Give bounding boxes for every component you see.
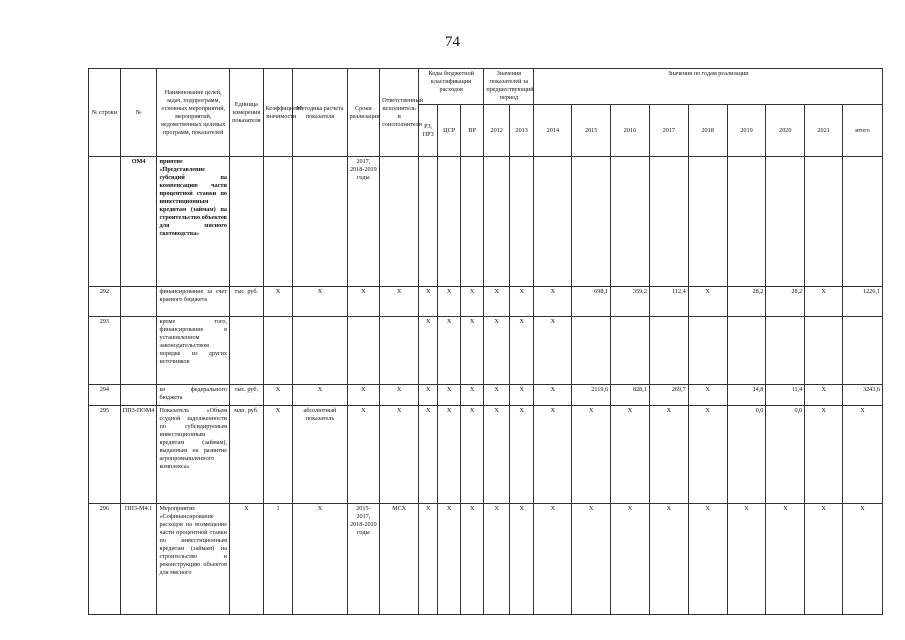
cell-total: 1226,1 xyxy=(843,287,883,317)
cell-resp xyxy=(380,157,419,287)
cell-csr: X xyxy=(438,287,460,317)
cell-total: 3243,6 xyxy=(843,385,883,406)
cell-2013: X xyxy=(509,504,534,615)
cell-rz xyxy=(419,157,438,287)
cell-2016: X xyxy=(611,504,650,615)
cell-resp: X xyxy=(380,406,419,504)
cell-coef xyxy=(263,317,293,385)
cell-name: финансирование за счет краевого бюджета xyxy=(157,287,230,317)
header-2016: 2016 xyxy=(611,105,650,157)
cell-coef xyxy=(263,157,293,287)
header-2021: 2021 xyxy=(805,105,843,157)
cell-coef: X xyxy=(263,385,293,406)
header-2015: 2015 xyxy=(572,105,611,157)
cell-2016: X xyxy=(611,406,650,504)
cell-row-no: 296 xyxy=(89,504,121,615)
cell-2012: X xyxy=(484,406,510,504)
header-resp: Ответственный исполнитель и соисполнители xyxy=(380,69,419,157)
cell-name: из федерального бюджета xyxy=(157,385,230,406)
cell-row-no: 295 xyxy=(89,406,121,504)
cell-method: X xyxy=(293,287,347,317)
cell-2014: X xyxy=(534,317,572,385)
cell-2018 xyxy=(688,317,727,385)
cell-2017 xyxy=(649,157,688,287)
cell-2020: 0,0 xyxy=(766,406,805,504)
header-prev: Значения показателей за предшествующий период xyxy=(484,69,534,105)
cell-terms: X xyxy=(347,385,380,406)
cell-total: X xyxy=(843,406,883,504)
header-years-title: Значения по годам реализации xyxy=(534,69,883,105)
cell-2013: X xyxy=(509,287,534,317)
cell-row-no: 294 xyxy=(89,385,121,406)
cell-2015 xyxy=(572,317,611,385)
cell-2017 xyxy=(649,317,688,385)
cell-2021: X xyxy=(805,385,843,406)
cell-vr: X xyxy=(460,317,484,385)
cell-2019: 14,8 xyxy=(727,385,766,406)
cell-2012: X xyxy=(484,385,510,406)
cell-resp: МСХ xyxy=(380,504,419,615)
cell-terms: 2017, 2018-2019 годы xyxy=(347,157,380,287)
header-2012: 2012 xyxy=(484,105,510,157)
table-row xyxy=(89,157,883,287)
cell-resp xyxy=(380,317,419,385)
cell-csr: X xyxy=(438,385,460,406)
cell-row-no: 292 xyxy=(89,287,121,317)
table-row xyxy=(89,287,883,317)
cell-total xyxy=(843,157,883,287)
cell-2018: X xyxy=(688,385,727,406)
header-coef: Коэффициент значимости xyxy=(263,69,293,157)
cell-no: ПП3-М4.1 xyxy=(120,504,157,615)
header-no: № xyxy=(120,69,157,157)
header-2014: 2014 xyxy=(534,105,572,157)
cell-unit: X xyxy=(230,504,264,615)
cell-vr: X xyxy=(460,385,484,406)
header-2013: 2013 xyxy=(509,105,534,157)
cell-coef: X xyxy=(263,406,293,504)
cell-no xyxy=(120,287,157,317)
cell-2020: 11,4 xyxy=(766,385,805,406)
cell-2015 xyxy=(572,157,611,287)
cell-no xyxy=(120,317,157,385)
header-row-no: № строки xyxy=(89,69,121,157)
cell-total xyxy=(843,317,883,385)
cell-total: X xyxy=(843,504,883,615)
cell-no xyxy=(120,385,157,406)
header-unit: Единица измерения показателя xyxy=(230,69,264,157)
cell-2016 xyxy=(611,157,650,287)
cell-2019: 0,0 xyxy=(727,406,766,504)
cell-resp: X xyxy=(380,287,419,317)
cell-rz: X xyxy=(419,317,438,385)
page-number: 74 xyxy=(445,34,460,50)
cell-2018: X xyxy=(688,406,727,504)
header-codes: Коды бюджетной классификации расходов xyxy=(419,69,484,105)
cell-terms: 2015-2017, 2018-2019 годы xyxy=(347,504,380,615)
cell-no: ПП3-ПОМ4 xyxy=(120,406,157,504)
cell-method: абсолютный показатель xyxy=(293,406,347,504)
cell-2015: 2119,6 xyxy=(572,385,611,406)
cell-2014: X xyxy=(534,385,572,406)
header-name: Наименование целей, задач, подпрограмм, основных мероприятий, мероприятий, ведомственных целевых программ, показателей xyxy=(157,69,230,157)
cell-csr: X xyxy=(438,504,460,615)
cell-2012: X xyxy=(484,287,510,317)
header-2020: 2020 xyxy=(766,105,805,157)
cell-method: X xyxy=(293,385,347,406)
cell-2015: X xyxy=(572,504,611,615)
header-terms: Сроки реализации xyxy=(347,69,380,157)
header-total: итого xyxy=(843,105,883,157)
cell-name: Мероприятие «Софинансирование расходов на возмещение части процентной ставки по инвестиционным кредитам (займам) на строительство и реконструкцию объектов для мясного xyxy=(157,504,230,615)
cell-unit xyxy=(230,317,264,385)
cell-2017: X xyxy=(649,504,688,615)
cell-rz: X xyxy=(419,287,438,317)
table-row xyxy=(89,504,883,615)
cell-coef: X xyxy=(263,287,293,317)
cell-csr: X xyxy=(438,317,460,385)
cell-name: приятие «Представление субсидий на компенсацию части процентной ставки по инвестиционным кредитам (займам) на строительство объектов для мясного скотоводства» xyxy=(157,157,230,287)
cell-2021 xyxy=(805,157,843,287)
cell-method xyxy=(293,157,347,287)
cell-2021: X xyxy=(805,504,843,615)
cell-method: X xyxy=(293,504,347,615)
cell-unit: млн. руб. xyxy=(230,406,264,504)
cell-name: Показатель «Объем ссудной задолженности по субсидируемым инвестиционным кредитам (займам), выданным на развитие агропромышленного комплекса» xyxy=(157,406,230,504)
cell-row-no xyxy=(89,157,121,287)
cell-unit xyxy=(230,157,264,287)
cell-2014: X xyxy=(534,406,572,504)
cell-2021: X xyxy=(805,406,843,504)
cell-row-no: 293 xyxy=(89,317,121,385)
cell-2016: 359,2 xyxy=(611,287,650,317)
cell-terms: X xyxy=(347,406,380,504)
cell-2020 xyxy=(766,317,805,385)
cell-2017: X xyxy=(649,406,688,504)
cell-vr xyxy=(460,157,484,287)
cell-csr xyxy=(438,157,460,287)
cell-2017: 112,4 xyxy=(649,287,688,317)
program-indicators-table xyxy=(88,68,883,615)
cell-terms: X xyxy=(347,287,380,317)
cell-rz: X xyxy=(419,504,438,615)
cell-2019: 28,2 xyxy=(727,287,766,317)
cell-2014 xyxy=(534,157,572,287)
cell-2012 xyxy=(484,157,510,287)
cell-2021 xyxy=(805,317,843,385)
table-row xyxy=(89,385,883,406)
cell-2014: X xyxy=(534,504,572,615)
cell-vr: X xyxy=(460,287,484,317)
cell-2013: X xyxy=(509,406,534,504)
cell-method xyxy=(293,317,347,385)
cell-2013: X xyxy=(509,385,534,406)
cell-csr: X xyxy=(438,406,460,504)
cell-2013 xyxy=(509,157,534,287)
header-rz: РЗ, ПР3 xyxy=(419,105,438,157)
table-row xyxy=(89,317,883,385)
cell-name: кроме того, финансирование в установленном законодательством порядке из других источников xyxy=(157,317,230,385)
header-2017: 2017 xyxy=(649,105,688,157)
cell-terms xyxy=(347,317,380,385)
cell-2018: X xyxy=(688,504,727,615)
cell-2013: X xyxy=(509,317,534,385)
cell-2020: X xyxy=(766,504,805,615)
cell-2019 xyxy=(727,317,766,385)
cell-coef: 1 xyxy=(263,504,293,615)
cell-2018: X xyxy=(688,287,727,317)
cell-2015: 698,1 xyxy=(572,287,611,317)
header-vr: ВР xyxy=(460,105,484,157)
cell-2021: X xyxy=(805,287,843,317)
cell-no: ОМ4 xyxy=(120,157,157,287)
cell-2016 xyxy=(611,317,650,385)
cell-resp: X xyxy=(380,385,419,406)
cell-2015: X xyxy=(572,406,611,504)
header-2018: 2018 xyxy=(688,105,727,157)
cell-vr: X xyxy=(460,406,484,504)
header-2019: 2019 xyxy=(727,105,766,157)
cell-2019 xyxy=(727,157,766,287)
cell-2018 xyxy=(688,157,727,287)
cell-rz: X xyxy=(419,406,438,504)
cell-2014: X xyxy=(534,287,572,317)
cell-2020 xyxy=(766,157,805,287)
header-row-top xyxy=(89,69,883,105)
header-method: Методика расчета показателя xyxy=(293,69,347,157)
cell-rz: X xyxy=(419,385,438,406)
cell-2012: X xyxy=(484,317,510,385)
cell-2012: X xyxy=(484,504,510,615)
cell-vr: X xyxy=(460,504,484,615)
cell-unit: тыс. руб. xyxy=(230,385,264,406)
cell-2017: 269,7 xyxy=(649,385,688,406)
header-csr: ЦСР xyxy=(438,105,460,157)
cell-2016: 828,1 xyxy=(611,385,650,406)
cell-2020: 28,2 xyxy=(766,287,805,317)
cell-unit: тыс. руб. xyxy=(230,287,264,317)
cell-2019: X xyxy=(727,504,766,615)
table-row xyxy=(89,406,883,504)
